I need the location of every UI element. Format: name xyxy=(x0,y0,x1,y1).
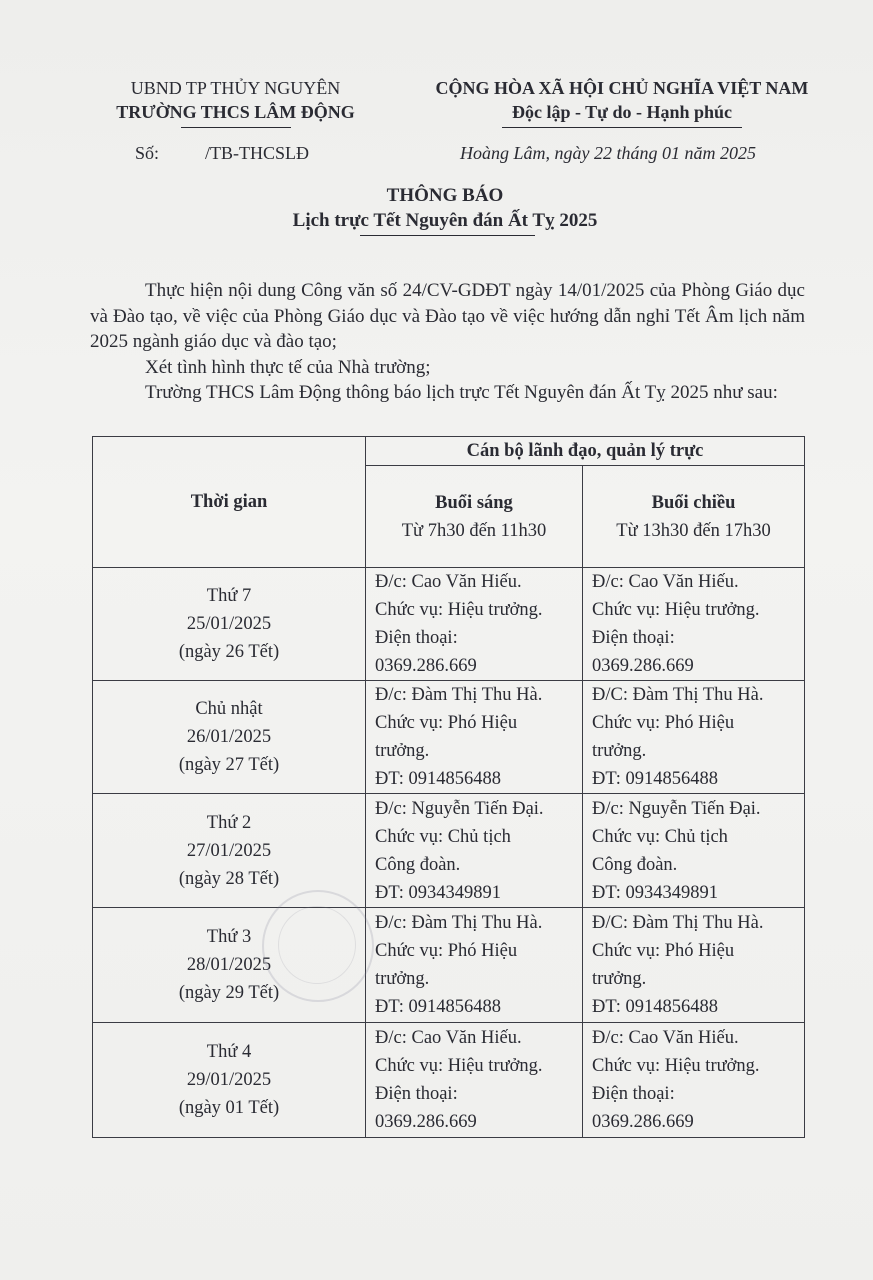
afternoon-duty-cell xyxy=(583,568,805,681)
officer-phone: ĐT: 0934349891 xyxy=(592,882,719,903)
officer-info: trưởng. xyxy=(592,969,647,989)
day-cell xyxy=(93,568,366,681)
weekday: Thứ 3 xyxy=(206,927,252,947)
day-cell xyxy=(93,681,366,794)
afternoon-duty-cell xyxy=(583,908,805,1023)
weekday: Chủ nhật xyxy=(195,699,263,719)
officer-phone: 0369.286.669 xyxy=(592,656,694,676)
afternoon-duty-cell xyxy=(583,1023,805,1138)
seal-inner-ring xyxy=(278,906,356,984)
national-header xyxy=(402,76,842,128)
table-header-row xyxy=(93,437,805,466)
time-column-header: Thời gian xyxy=(93,437,366,568)
duty-schedule-table xyxy=(92,436,805,1138)
lunar-day: (ngày 29 Tết) xyxy=(178,983,280,1003)
table-row xyxy=(93,568,805,681)
officer-info: trưởng. xyxy=(375,741,430,761)
officer-phone: 0369.286.669 xyxy=(375,1112,477,1132)
table-row xyxy=(93,681,805,794)
issuer-block xyxy=(98,76,373,128)
weekday: Thứ 4 xyxy=(206,1042,252,1062)
officer-phone: 0369.286.669 xyxy=(375,656,477,676)
agency-name: UBND TP THỦY NGUYÊN xyxy=(130,78,341,98)
officer-phone: ĐT: 0914856488 xyxy=(592,997,719,1017)
officer-position: Chức vụ: Hiệu trưởng. xyxy=(375,600,543,620)
officer-name: Đ/c: Nguyễn Tiến Đại. xyxy=(592,798,761,819)
afternoon-hours: Từ 13h30 đến 17h30 xyxy=(616,520,771,541)
officer-name: Đ/c: Cao Văn Hiếu. xyxy=(592,1028,739,1048)
officer-position: Chức vụ: Hiệu trưởng. xyxy=(375,1056,543,1076)
officer-name: Đ/c: Đàm Thị Thu Hà. xyxy=(375,685,543,705)
morning-title: Buổi sáng xyxy=(435,492,513,513)
officer-phone: ĐT: 0914856488 xyxy=(375,769,502,789)
republic-name: CỘNG HÒA XÃ HỘI CHỦ NGHĨA VIỆT NAM xyxy=(435,78,809,98)
body-paragraph: Xét tình hình thực tế của Nhà trường; xyxy=(145,356,431,378)
officer-position: Chức vụ: Chủ tịch xyxy=(592,826,728,847)
motto-underline xyxy=(502,127,742,128)
date: 28/01/2025 xyxy=(186,955,272,975)
officer-name: Đ/c: Nguyễn Tiến Đại. xyxy=(375,798,544,819)
morning-duty-cell xyxy=(366,568,583,681)
officer-name: Đ/C: Đàm Thị Thu Hà. xyxy=(592,685,764,705)
officer-position: Chức vụ: Phó Hiệu xyxy=(592,941,735,961)
officer-info: Điện thoại: xyxy=(375,1084,458,1104)
officer-name: Đ/c: Cao Văn Hiếu. xyxy=(375,572,522,592)
afternoon-duty-cell xyxy=(583,681,805,794)
officer-info: trưởng. xyxy=(375,969,430,989)
table-row xyxy=(93,794,805,908)
lunar-day: (ngày 01 Tết) xyxy=(178,1098,280,1118)
officer-info: Điện thoại: xyxy=(592,1084,675,1104)
officer-position: Chức vụ: Hiệu trưởng. xyxy=(592,600,760,620)
document-number: /TB-THCSLĐ xyxy=(205,143,310,163)
officer-name: Đ/c: Cao Văn Hiếu. xyxy=(592,572,739,592)
document-number-label: Số: xyxy=(135,143,160,163)
body-paragraph: Trường THCS Lâm Động thông báo lịch trực Tết Nguyên đán Ất Tỵ 2025 như sau: xyxy=(145,382,778,403)
national-motto: Độc lập - Tự do - Hạnh phúc xyxy=(511,102,733,122)
table-row xyxy=(93,908,805,1023)
morning-duty-cell xyxy=(366,794,583,908)
officer-info: Điện thoại: xyxy=(375,628,458,648)
day-cell xyxy=(93,1023,366,1138)
body-paragraph: Thực hiện nội dung Công văn số 24/CV-GDĐT ngày 14/01/2025 của Phòng Giáo dục và Đào tạo, về việc của Phòng Giáo dục và Đào tạo về việc hướng dẫn nghỉ Tết Âm lịch năm 2025 ngành giáo dục và đào tạo; xyxy=(90,280,805,352)
subtitle-underline xyxy=(360,235,535,236)
morning-duty-cell xyxy=(366,908,583,1023)
officer-info: Công đoàn. xyxy=(375,854,461,875)
morning-header xyxy=(366,466,583,568)
officer-info: Công đoàn. xyxy=(592,854,678,875)
weekday: Thứ 7 xyxy=(206,586,252,606)
officer-name: Đ/c: Đàm Thị Thu Hà. xyxy=(375,913,543,933)
weekday: Thứ 2 xyxy=(206,812,252,833)
morning-hours: Từ 7h30 đến 11h30 xyxy=(401,520,547,541)
officer-position: Chức vụ: Phó Hiệu xyxy=(592,713,735,733)
officer-position: Chức vụ: Chủ tịch xyxy=(375,826,511,847)
morning-duty-cell xyxy=(366,681,583,794)
afternoon-duty-cell xyxy=(583,794,805,908)
officer-name: Đ/C: Đàm Thị Thu Hà. xyxy=(592,913,764,933)
lunar-day: (ngày 27 Tết) xyxy=(178,755,280,775)
officer-position: Chức vụ: Hiệu trưởng. xyxy=(592,1056,760,1076)
lunar-day: (ngày 26 Tết) xyxy=(178,642,280,662)
date: 25/01/2025 xyxy=(186,614,272,634)
afternoon-header xyxy=(583,466,805,568)
place-and-date: Hoàng Lâm, ngày 22 tháng 01 năm 2025 xyxy=(460,143,756,163)
table-row xyxy=(93,1023,805,1138)
morning-duty-cell xyxy=(366,1023,583,1138)
officer-phone: ĐT: 0914856488 xyxy=(592,769,719,789)
duty-group-header: Cán bộ lãnh đạo, quản lý trực xyxy=(366,437,805,466)
lunar-day: (ngày 28 Tết) xyxy=(178,868,280,889)
officer-info: Điện thoại: xyxy=(592,628,675,648)
officer-phone: 0369.286.669 xyxy=(592,1112,694,1132)
officer-name: Đ/c: Cao Văn Hiếu. xyxy=(375,1028,522,1048)
officer-position: Chức vụ: Phó Hiệu xyxy=(375,941,518,961)
officer-phone: ĐT: 0914856488 xyxy=(375,997,502,1017)
officer-info: trưởng. xyxy=(592,741,647,761)
issuer-underline xyxy=(181,127,291,128)
body-text xyxy=(90,278,805,406)
document-subtitle: Lịch trực Tết Nguyên đán Ất Tỵ 2025 xyxy=(292,210,598,231)
afternoon-title: Buổi chiều xyxy=(651,492,736,513)
date: 29/01/2025 xyxy=(186,1070,272,1090)
faded-seal-stamp xyxy=(262,890,374,1002)
school-name: TRƯỜNG THCS LÂM ĐỘNG xyxy=(116,102,355,122)
officer-phone: ĐT: 0934349891 xyxy=(375,882,502,903)
officer-position: Chức vụ: Phó Hiệu xyxy=(375,713,518,733)
document-title: THÔNG BÁO xyxy=(386,185,504,206)
date: 27/01/2025 xyxy=(186,840,272,861)
date: 26/01/2025 xyxy=(186,727,272,747)
